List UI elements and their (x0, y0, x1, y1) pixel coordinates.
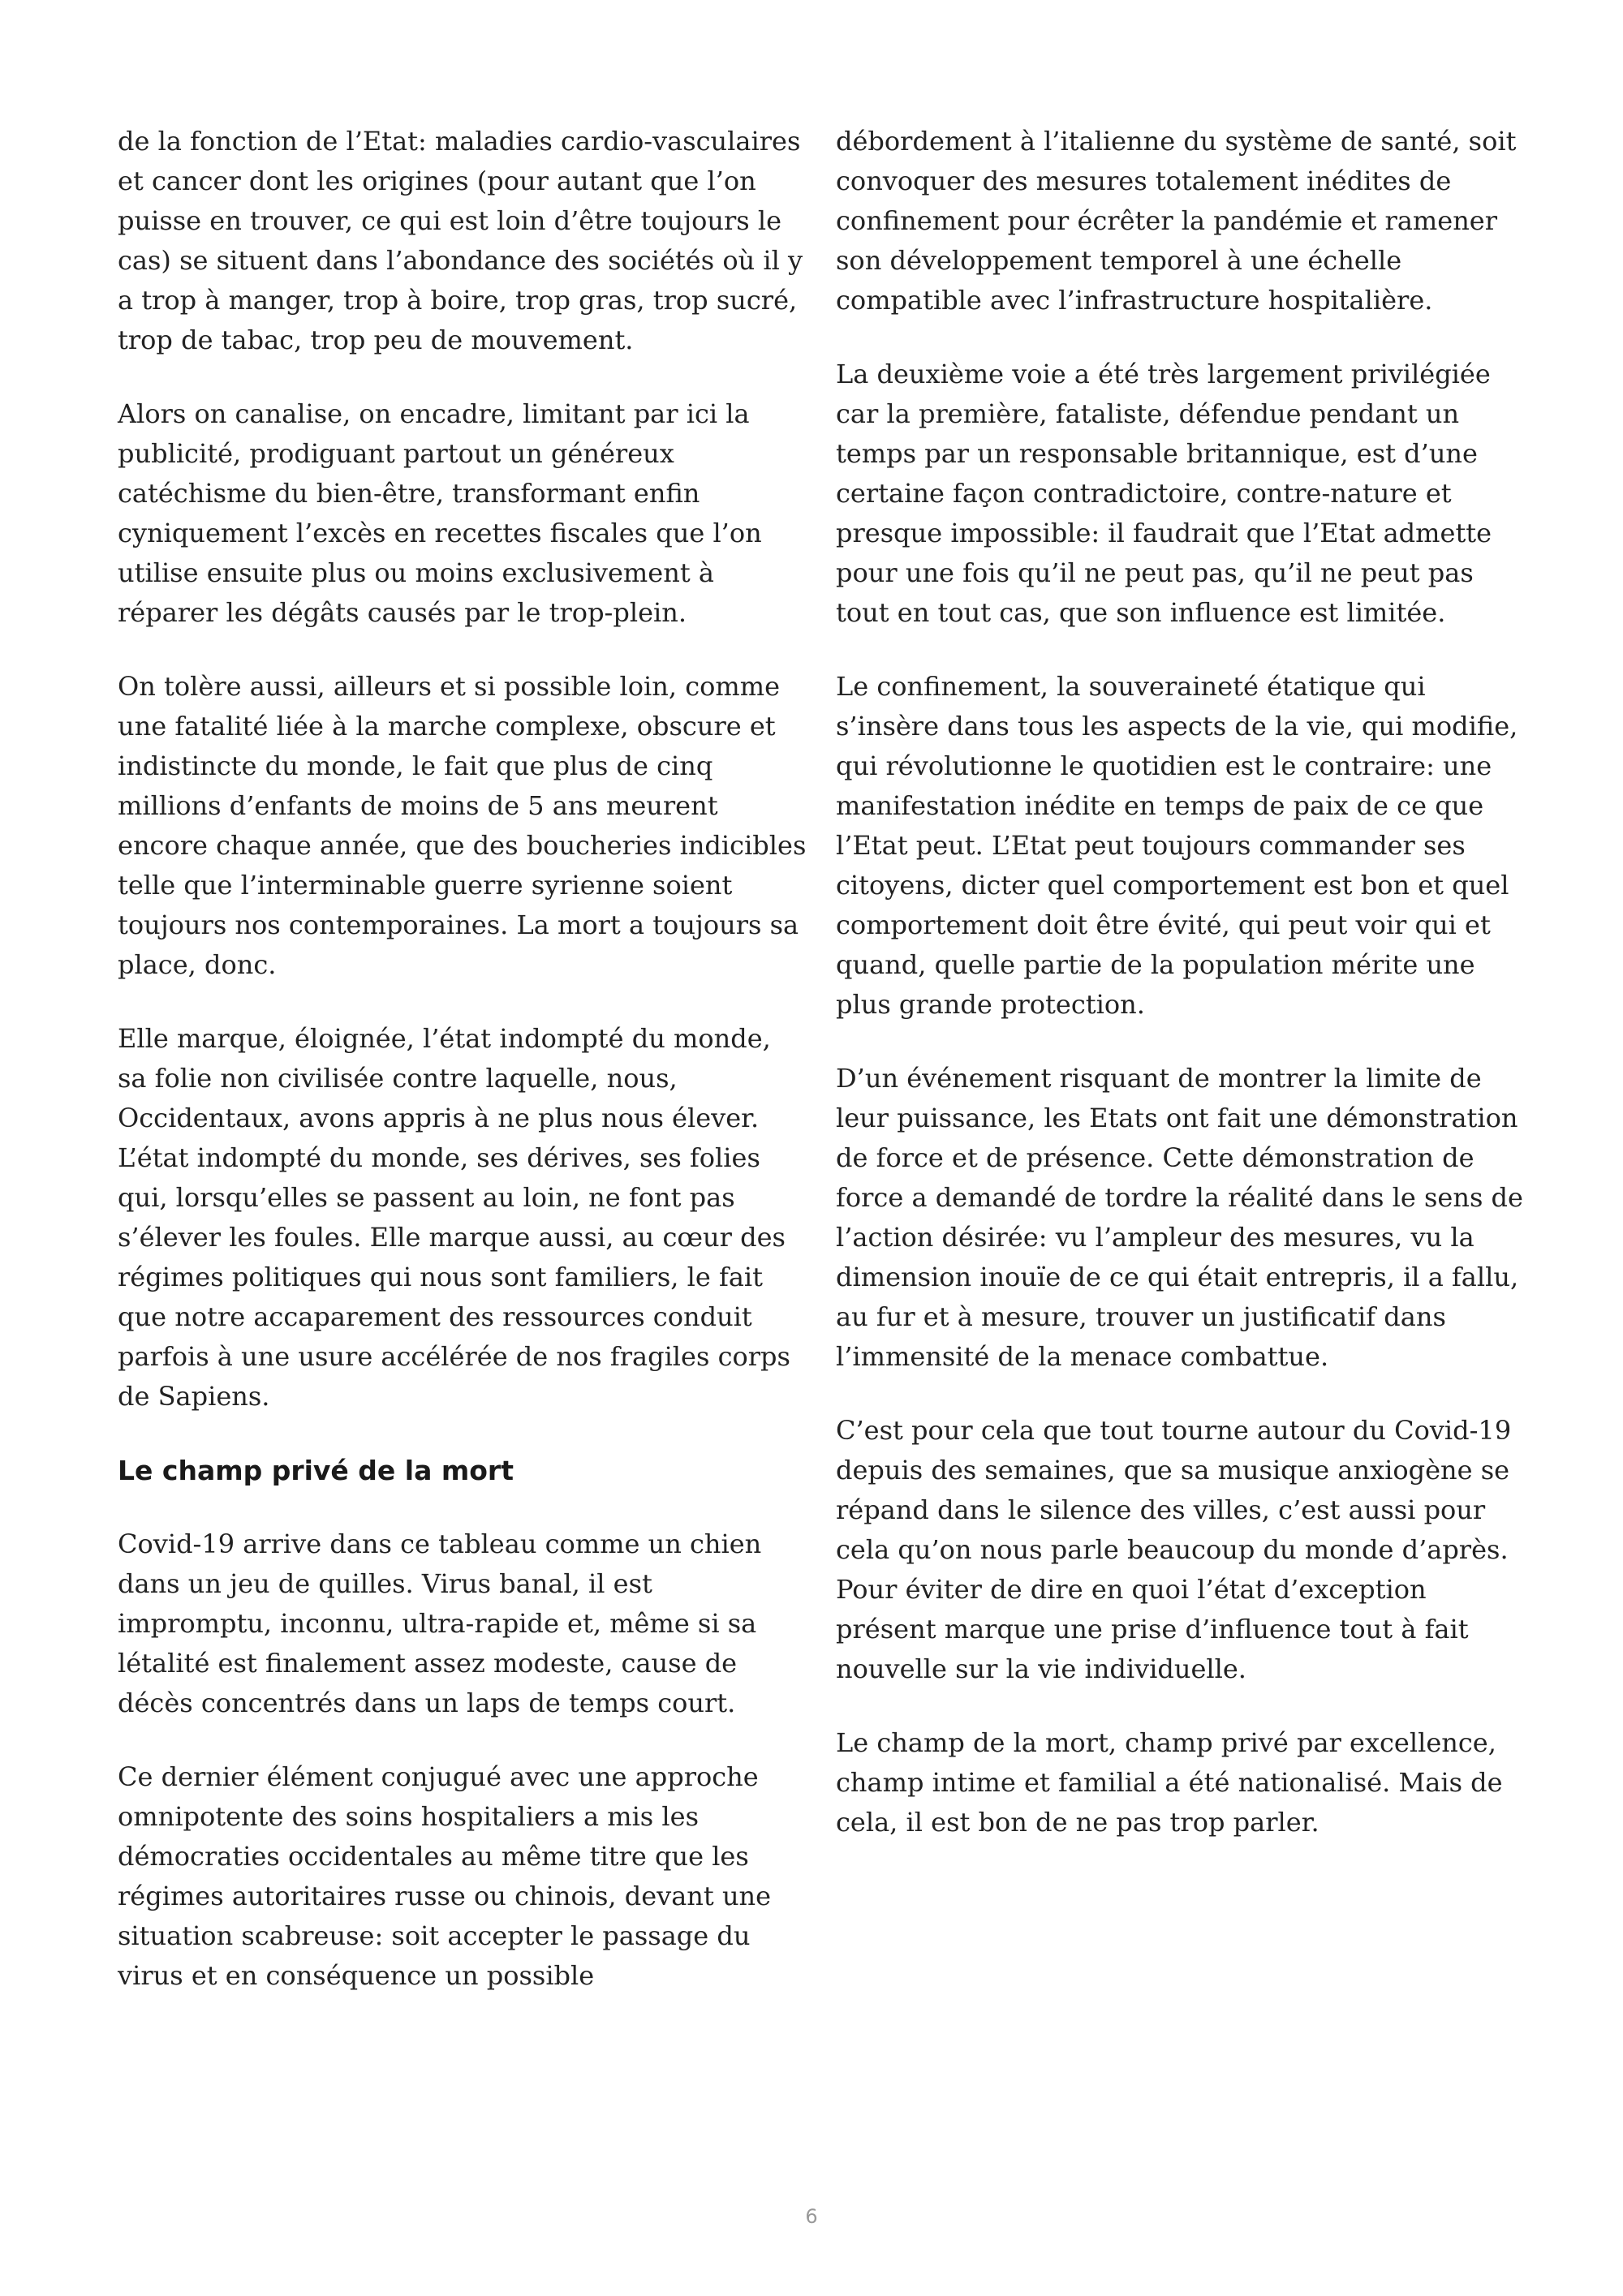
left-column (118, 122, 807, 2030)
paragraph: débordement à l’italienne du système de santé, soit convoquer des mesures totalement inédites de confinement pour écrêter la pandémie et ramener son développement temporel à une échelle compatible avec l’infrastructure hospitalière. (836, 126, 1517, 316)
section-heading: Le champ privé de la mort (118, 1455, 514, 1486)
paragraph: Le champ de la mort, champ privé par excellence, champ intime et familial a été nationalisé. Mais de cela, il est bon de ne pas trop parler. (836, 1727, 1503, 1838)
paragraph: Covid-19 arrive dans ce tableau comme un chien dans un jeu de quilles. Virus banal, il est impromptu, inconnu, ultra-rapide et, même si sa létalité est finalement assez modeste, cause de décès concentrés dans un laps de temps court. (118, 1529, 762, 1718)
paragraph: La deuxième voie a été très largement privilégiée car la première, fataliste, défendue pendant un temps par un responsable britannique, est d’une certaine façon contradictoire, contre-nature et presque impossible: il faudrait que l’Etat admette pour une fois qu’il ne peut pas, qu’il ne peut pas tout en tout cas, que son influence est limitée. (836, 359, 1492, 628)
paragraph: On tolère aussi, ailleurs et si possible loin, comme une fatalité liée à la marche complexe, obscure et indistincte du monde, le fait que plus de cinq millions d’enfants de moins de 5 ans meurent encore chaque année, que des boucheries indicibles telle que l’interminable guerre syrienne soient toujours nos contemporaines. La mort a toujours sa place, donc. (118, 671, 807, 980)
paragraph: Le confinement, la souveraineté étatique qui s’insère dans tous les aspects de la vie, qui modifie, qui révolutionne le quotidien est le contraire: une manifestation inédite en temps de paix de ce que l’Etat peut. L’Etat peut toujours commander ses citoyens, dicter quel comportement est bon et quel comportement doit être évité, qui peut voir qui et quand, quelle partie de la population mérite une plus grande protection. (836, 671, 1518, 1020)
right-column (836, 122, 1526, 1877)
paragraph: Elle marque, éloignée, l’état indompté du monde, sa folie non civilisée contre laquelle, nous, Occidentaux, avons appris à ne plus nous élever. L’état indompté du monde, ses dérives, ses folies qui, lorsqu’elles se passent au loin, ne font pas s’élever les foules. Elle marque aussi, au cœur des régimes politiques qui nous sont familiers, le fait que notre accaparement des ressources conduit parfois à une usure accélérée de nos fragiles corps de Sapiens. (118, 1023, 790, 1412)
paragraph: D’un événement risquant de montrer la limite de leur puissance, les Etats ont fait une démonstration de force et de présence. Cette démonstration de force a demandé de tordre la réalité dans le sens de l’action désirée: vu l’ampleur des mesures, vu la dimension inouïe de ce qui était entrepris, il a fallu, au fur et à mesure, trouver un justificatif dans l’immensité de la menace combattue. (836, 1063, 1523, 1372)
paragraph: Alors on canalise, on encadre, limitant par ici la publicité, prodiguant partout un généreux catéchisme du bien-être, transformant enfin cyniquement l’excès en recettes fiscales que l’on utilise ensuite plus ou moins exclusivement à réparer les dégâts causés par le trop-plein. (118, 398, 762, 628)
paragraph: C’est pour cela que tout tourne autour du Covid-19 depuis des semaines, que sa musique anxiogène se répand dans le silence des villes, c’est aussi pour cela qu’on nous parle beaucoup du monde d’après. Pour éviter de dire en quoi l’état d’exception présent marque une prise d’influence tout à fait nouvelle sur la vie individuelle. (836, 1415, 1512, 1684)
page-number: 6 (805, 2205, 818, 2228)
paragraph: Ce dernier élément conjugué avec une approche omnipotente des soins hospitaliers a mis les démocraties occidentales au même titre que les régimes autoritaires russe ou chinois, devant une situation scabreuse: soit accepter le passage du virus et en conséquence un possible (118, 1761, 772, 1991)
paragraph: de la fonction de l’Etat: maladies cardio-vasculaires et cancer dont les origines (pour autant que l’on puisse en trouver, ce qui est loin d’être toujours le cas) se situent dans l’abondance des sociétés où il y a trop à manger, trop à boire, trop gras, trop sucré, trop de tabac, trop peu de mouvement. (118, 126, 803, 355)
